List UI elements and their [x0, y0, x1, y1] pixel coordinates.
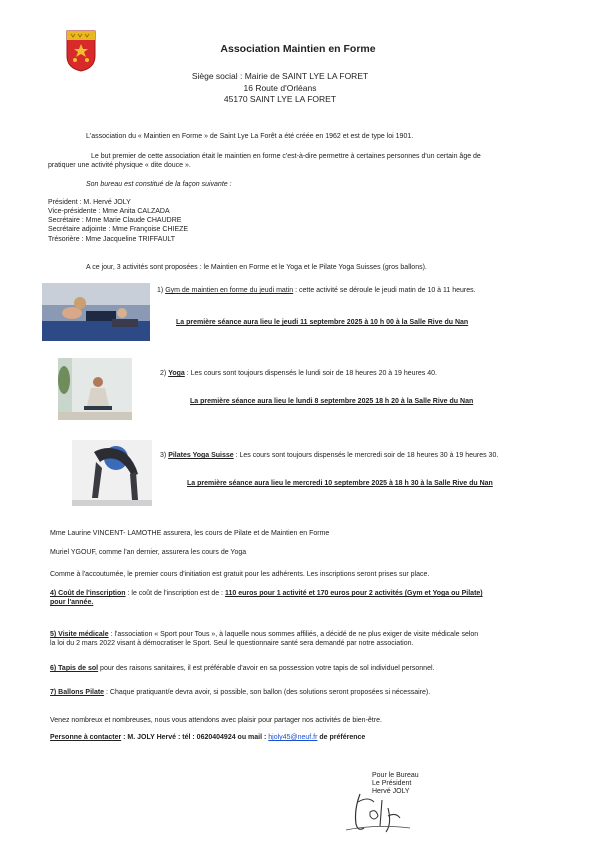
- intro-paragraph-2-line-2: pratiquer une activité physique « dite douce ».: [48, 162, 191, 169]
- activity-1-name: Gym de maintien en forme du jeudi matin: [165, 287, 294, 294]
- yoga-photo: [58, 358, 132, 420]
- bureau-treasurer: Trésorière : Mme Jacqueline TRIFFAULT: [48, 236, 176, 243]
- bureau-president: Président : M. Hervé JOLY: [48, 199, 131, 206]
- handwritten-signature: [340, 790, 420, 836]
- address-line-1: Siège social : Mairie de SAINT LYE LA FORET: [191, 71, 369, 81]
- intro-paragraph-3: Son bureau est constitué de la façon suivante :: [86, 181, 232, 188]
- page-title: Association Maintien en Forme: [220, 43, 376, 55]
- activities-intro: A ce jour, 3 activités sont proposées : le Maintien en Forme et le Yoga et le Pilate Yoga Suisses (gros ballons).: [86, 264, 427, 271]
- address-line-2: 16 Route d'Orléans: [243, 83, 317, 93]
- teacher-pilate-gym: Mme Laurine VINCENT- LAMOTHE assurera, les cours de Pilate et de Maintien en Forme: [50, 530, 330, 537]
- contact-line: Personne à contacter : M. JOLY Hervé : tél : 0620404924 ou mail : hjoly45@neuf.fr de préférence: [50, 734, 366, 741]
- signature-line-3: Hervé JOLY: [372, 788, 410, 795]
- activity-3-name: Pilates Yoga Suisse: [168, 452, 234, 459]
- point-7: 7) Ballons Pilate : Chaque pratiquant/e devra avoir, si possible, son ballon (des solutions seront proposées si nécessaire).: [50, 689, 431, 696]
- intro-paragraph-2-line-1: Le but premier de cette association était le maintien en forme c'est-à-dire permettre à certaines personnes d'un certain âge de: [91, 153, 481, 160]
- closing-paragraph: Venez nombreux et nombreuses, nous vous attendons avec plaisir pour partager nos activités de bien-être.: [50, 717, 382, 724]
- activity-1-description: 1) Gym de maintien en forme du jeudi matin : cette activité se déroule le jeudi matin de 10 à 11 heures.: [157, 287, 476, 294]
- point-5-line-2: la loi du 2 mars 2022 visant à démocratiser le Sport. Seul le questionnaire santé sera demandé par notre association.: [50, 640, 414, 647]
- point-6: 6) Tapis de sol pour des raisons sanitaires, il est préférable d'avoir en sa possession votre tapis de sol individuel personnel.: [50, 665, 435, 672]
- bureau-deputy-secretary: Secrétaire adjointe : Mme Françoise CHIEZE: [48, 226, 189, 233]
- activity-1-first-session: La première séance aura lieu le jeudi 11 septembre 2025 à 10 h 00 à la Salle Rive du Nan: [176, 319, 469, 326]
- activity-2-description: 2) Yoga : Les cours sont toujours dispensés le lundi soir de 18 heures 20 à 19 heures 40.: [160, 370, 437, 377]
- activity-3-first-session: La première séance aura lieu le mercredi 10 septembre 2025 à 18 h 30 à la Salle Rive du Nan: [187, 480, 493, 487]
- gym-photo: [42, 283, 150, 341]
- point-4-line-2: pour l'année.: [50, 599, 94, 606]
- activity-2-name: Yoga: [168, 370, 185, 377]
- bureau-secretary: Secrétaire : Mme Marie Claude CHAUDRE: [48, 217, 182, 224]
- pilates-photo: [72, 440, 152, 506]
- activity-2-first-session: La première séance aura lieu le lundi 8 septembre 2025 18 h 20 à la Salle Rive du Nan: [190, 398, 474, 405]
- signature-line-1: Pour le Bureau: [372, 772, 419, 779]
- intro-paragraph-1: L'association du « Maintien en Forme » de Saint Lye La Forêt a été créée en 1962 et est de type loi 1901.: [86, 133, 414, 140]
- signature-line-2: Le Président: [372, 780, 412, 787]
- teacher-yoga: Muriel YGOUF, comme l'an dernier, assurera les cours de Yoga: [50, 549, 247, 556]
- contact-email-link[interactable]: hjoly45@neuf.fr: [268, 734, 318, 741]
- address-line-3: 45170 SAINT LYE LA FORET: [223, 94, 337, 104]
- point-5-line-1: 5) Visite médicale : l'association « Sport pour Tous », à laquelle nous sommes affiliés, a décidé de ne plus exiger de visite médicale selon: [50, 631, 479, 638]
- point-4-line-1: 4) Coût de l'inscription : le coût de l'inscription est de : 110 euros pour 1 activité et 170 euros pour 2 activités (Gym et Yoga ou Pilate): [50, 590, 483, 597]
- activity-3-description: 3) Pilates Yoga Suisse : Les cours sont toujours dispensés le mercredi soir de 18 heures 30 à 19 heures 30.: [160, 452, 499, 459]
- bureau-vice-president: Vice-présidente : Mme Anita CALZADA: [48, 208, 170, 215]
- habit-paragraph: Comme à l'accoutumée, le premier cours d'initiation est gratuit pour les adhérents. Les inscriptions seront prises sur place.: [50, 571, 430, 578]
